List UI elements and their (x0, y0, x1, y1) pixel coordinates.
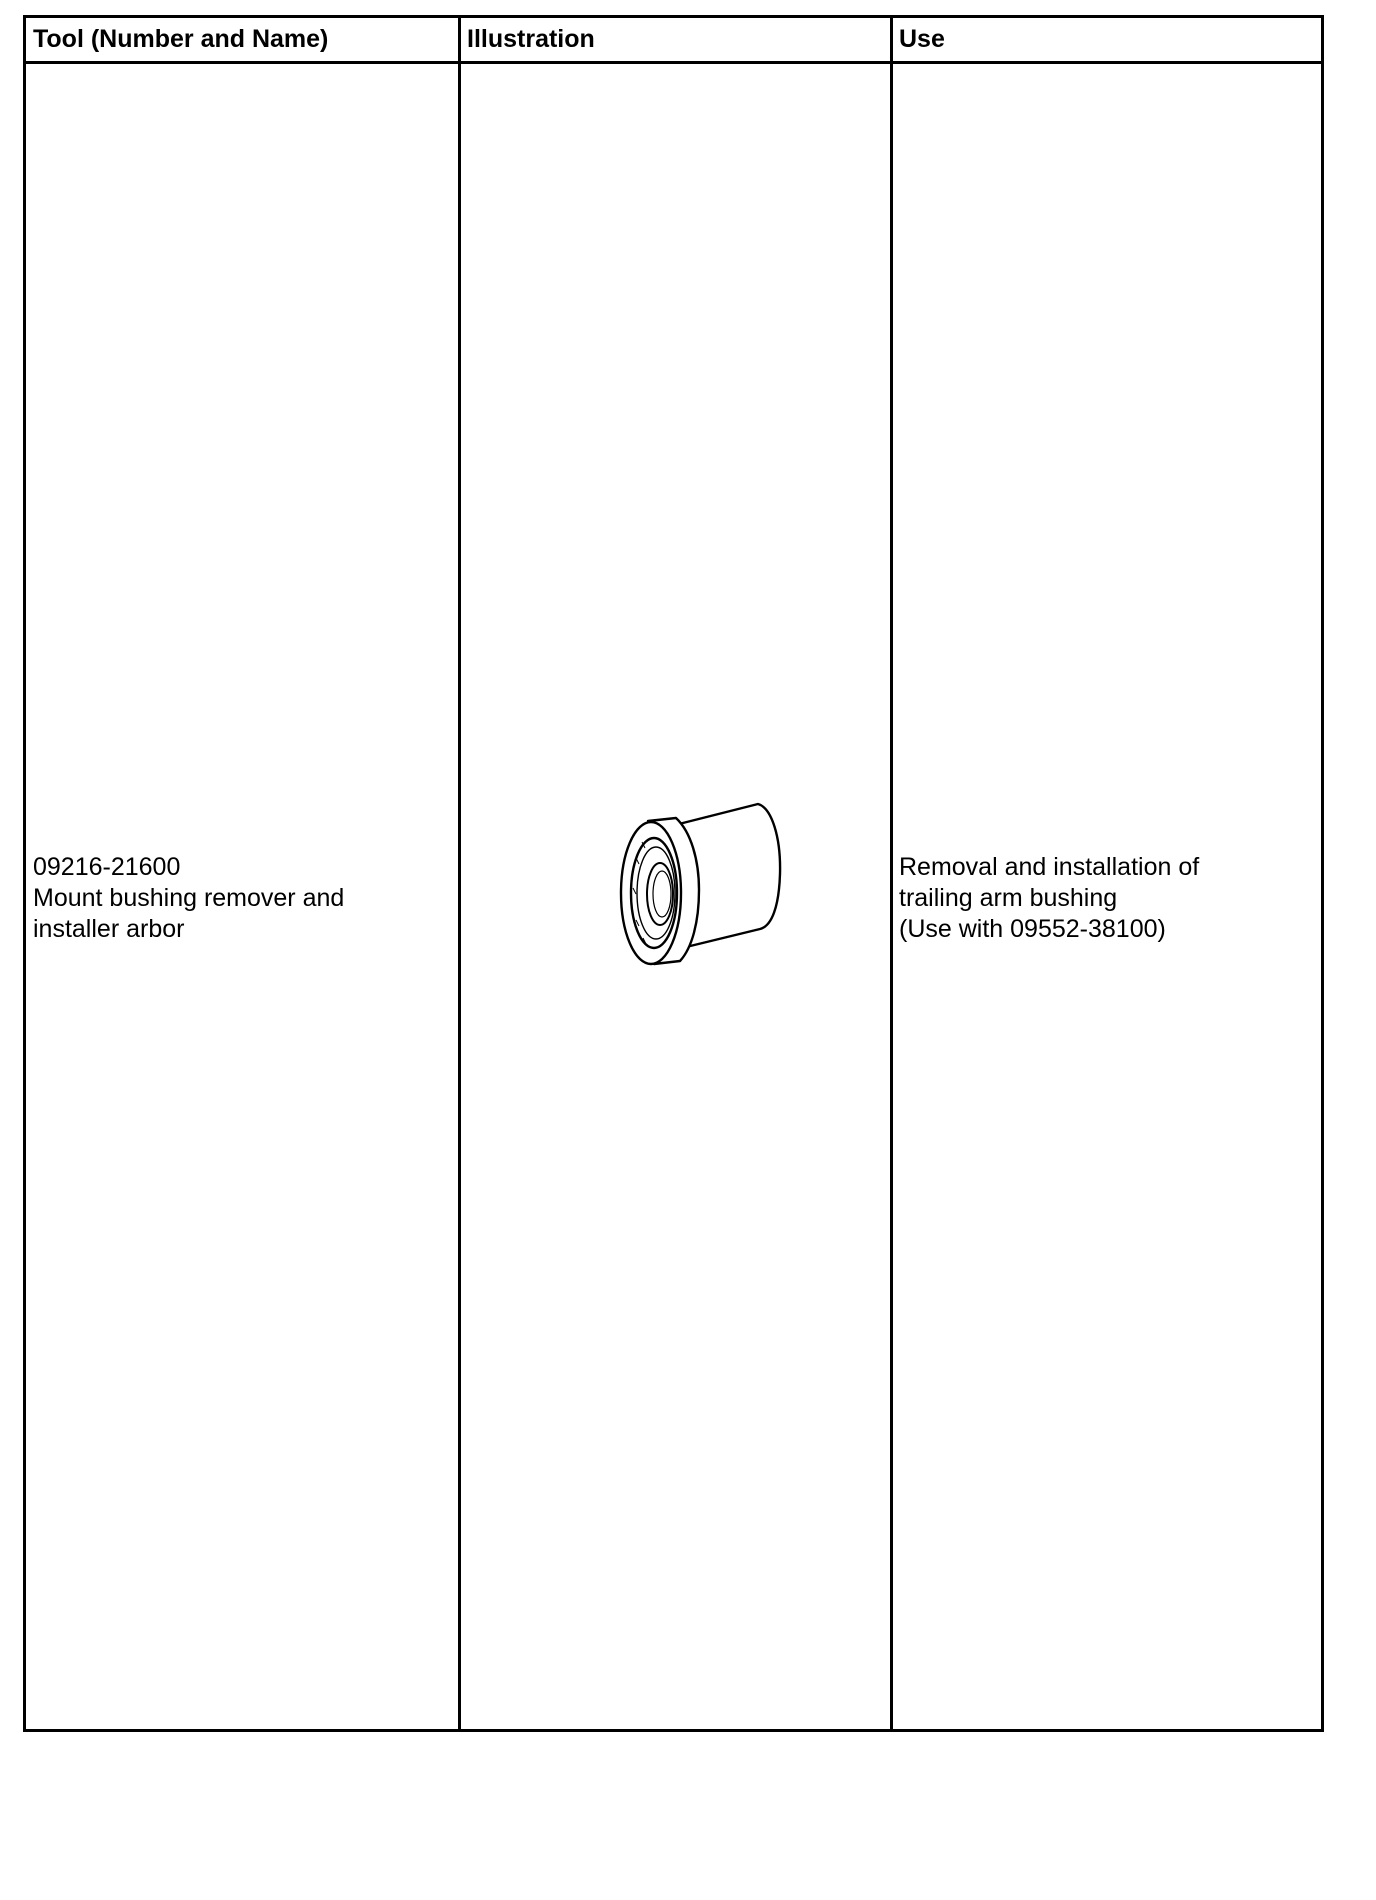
tool-cell (33, 852, 344, 945)
use-line-2: trailing arm bushing (899, 884, 1118, 912)
tool-name-line-2: installer arbor (33, 915, 185, 943)
tool-number: 09216-21600 (33, 853, 181, 881)
special-tool-table (23, 15, 1324, 1732)
header-illustration: Illustration (467, 25, 595, 53)
column-divider (458, 18, 461, 1729)
use-line-3: (Use with 09552-38100) (899, 915, 1166, 943)
header-tool: Tool (Number and Name) (33, 25, 329, 53)
column-divider (890, 18, 893, 1729)
header-divider (26, 61, 1321, 64)
use-cell (899, 852, 1199, 945)
tool-name-line-1: Mount bushing remover and (33, 884, 345, 912)
use-line-1: Removal and installation of (899, 853, 1200, 881)
header-use: Use (899, 25, 945, 53)
bushing-arbor-icon (596, 798, 806, 988)
